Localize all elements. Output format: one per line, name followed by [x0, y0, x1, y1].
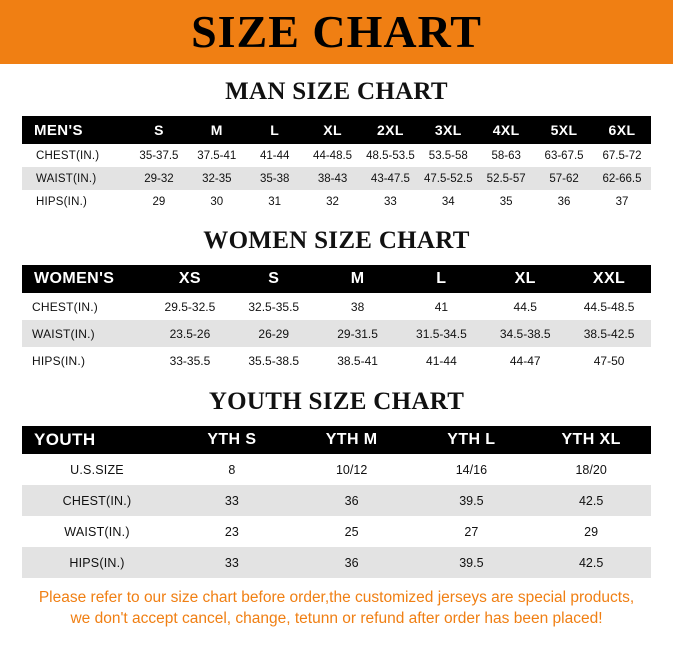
table-row: [22, 516, 651, 547]
men-waist-label: WAIST(IN.): [36, 172, 97, 185]
youth-chest-xl: 42.5: [578, 493, 604, 508]
footer-note: [0, 578, 673, 630]
men-chest-5xl: 63-67.5: [544, 149, 584, 162]
women-waist-label: WAIST(IN.): [32, 326, 95, 341]
women-header-m: M: [350, 270, 365, 287]
women-section-title: WOMEN SIZE CHART: [203, 227, 470, 254]
men-hips-s: 29: [152, 195, 166, 208]
youth-chest-m: 36: [344, 493, 359, 508]
men-hips-5xl: 36: [557, 195, 571, 208]
men-waist-xl: 38-43: [317, 172, 348, 185]
women-header-s: S: [268, 270, 280, 287]
women-waist-s: 26-29: [258, 326, 290, 341]
men-chest-6xl: 67.5-72: [602, 149, 642, 162]
page-banner: [0, 0, 673, 64]
youth-header-m: YTH M: [325, 431, 378, 448]
table-row: [22, 547, 651, 578]
table-row: [22, 167, 651, 190]
men-header-3xl: 3XL: [434, 122, 462, 138]
women-chest-label: CHEST(IN.): [32, 299, 98, 314]
men-header-label: MEN'S: [34, 121, 83, 139]
women-chest-l: 41: [434, 299, 449, 314]
women-hips-l: 41-44: [426, 353, 457, 368]
men-chest-m: 37.5-41: [197, 149, 237, 162]
men-table-wrap: [0, 116, 673, 213]
footer-note-line1: Please refer to our size chart before order,the customized jerseys are special products,: [38, 589, 635, 606]
women-hips-xl: 44-47: [509, 353, 541, 368]
table-row: [22, 320, 651, 347]
men-hips-xl: 32: [326, 195, 339, 208]
youth-chest-l: 39.5: [459, 493, 484, 508]
men-waist-4xl: 52.5-57: [486, 172, 526, 185]
men-chest-s: 35-37.5: [139, 149, 179, 162]
women-waist-xxl: 38.5-42.5: [583, 326, 635, 341]
men-chest-3xl: 53.5-58: [428, 149, 468, 162]
youth-header-l: YTH L: [447, 431, 496, 448]
footer-note-line2: we don't accept cancel, change, tetunn or refund after order has been placed!: [70, 609, 603, 627]
table-row: [22, 293, 651, 320]
men-hips-6xl: 37: [615, 195, 629, 208]
youth-table-wrap: [0, 426, 673, 578]
page-title: SIZE CHART: [191, 6, 482, 57]
men-waist-m: 32-35: [202, 172, 232, 185]
youth-chest-s: 33: [224, 493, 239, 508]
men-size-table: [22, 116, 651, 213]
men-hips-label: HIPS(IN.): [36, 195, 87, 208]
women-header-xl: XL: [514, 270, 536, 287]
table-row: [22, 485, 651, 516]
youth-waist-s: 23: [224, 524, 239, 539]
women-hips-m: 38.5-41: [337, 353, 378, 368]
youth-ussize-label: U.S.SIZE: [70, 462, 124, 477]
table-row: [22, 454, 651, 485]
men-header-m: M: [210, 122, 223, 138]
women-header-l: L: [436, 270, 447, 287]
youth-header-label: YOUTH: [34, 430, 96, 449]
youth-header-s: YTH S: [207, 431, 257, 448]
men-section-title: MAN SIZE CHART: [225, 78, 448, 105]
men-header-s: S: [154, 122, 164, 138]
women-chest-s: 32.5-35.5: [248, 299, 300, 314]
youth-hips-m: 36: [344, 555, 359, 570]
men-table-header-row: [22, 116, 651, 144]
women-hips-xxl: 47-50: [593, 353, 625, 368]
men-header-l: L: [270, 122, 280, 138]
youth-table-header-row: [22, 426, 651, 454]
men-hips-m: 30: [210, 195, 224, 208]
youth-chest-label: CHEST(IN.): [62, 493, 132, 508]
youth-waist-label: WAIST(IN.): [64, 524, 130, 539]
women-chest-xxl: 44.5-48.5: [583, 299, 635, 314]
men-hips-4xl: 35: [499, 195, 513, 208]
youth-waist-l: 27: [464, 524, 479, 539]
youth-waist-xl: 29: [584, 524, 599, 539]
men-waist-5xl: 57-62: [549, 172, 579, 185]
youth-hips-l: 39.5: [459, 555, 484, 570]
men-header-5xl: 5XL: [550, 122, 578, 138]
women-chest-xl: 44.5: [513, 299, 537, 314]
men-chest-l: 41-44: [259, 149, 290, 162]
men-header-2xl: 2XL: [376, 122, 404, 138]
men-waist-6xl: 62-66.5: [602, 172, 642, 185]
men-waist-l: 35-38: [259, 172, 290, 185]
women-header-xs: XS: [178, 270, 201, 287]
youth-ussize-s: 8: [228, 462, 236, 477]
men-chest-xl: 44-48.5: [313, 149, 353, 162]
women-chest-m: 38: [350, 299, 365, 314]
women-waist-xl: 34.5-38.5: [499, 326, 551, 341]
youth-hips-xl: 42.5: [578, 555, 604, 570]
women-hips-label: HIPS(IN.): [32, 353, 86, 368]
youth-waist-m: 25: [344, 524, 359, 539]
men-waist-3xl: 47.5-52.5: [424, 172, 473, 185]
men-header-6xl: 6XL: [608, 122, 636, 138]
table-row: [22, 347, 651, 374]
youth-hips-s: 33: [224, 555, 239, 570]
youth-header-xl: YTH XL: [561, 431, 621, 448]
youth-ussize-xl: 18/20: [575, 462, 607, 477]
men-waist-s: 29-32: [144, 172, 174, 185]
men-chest-label: CHEST(IN.): [36, 149, 100, 162]
women-header-label: WOMEN'S: [34, 270, 115, 287]
men-hips-3xl: 34: [441, 195, 455, 208]
youth-ussize-m: 10/12: [335, 462, 368, 477]
men-chest-2xl: 48.5-53.5: [366, 149, 415, 162]
women-hips-xs: 33-35.5: [169, 353, 211, 368]
women-size-table: [22, 265, 651, 374]
women-waist-l: 31.5-34.5: [416, 326, 467, 341]
women-table-header-row: [22, 265, 651, 293]
men-hips-l: 31: [268, 195, 282, 208]
youth-section-title: YOUTH SIZE CHART: [208, 388, 465, 415]
youth-size-table: [22, 426, 651, 578]
table-row: [22, 190, 651, 213]
women-waist-xs: 23.5-26: [169, 326, 211, 341]
youth-ussize-l: 14/16: [455, 462, 488, 477]
women-hips-s: 35.5-38.5: [248, 353, 300, 368]
women-waist-m: 29-31.5: [337, 326, 378, 341]
women-header-xxl: XXL: [592, 270, 626, 287]
men-chest-4xl: 58-63: [491, 149, 521, 162]
men-header-xl: XL: [323, 122, 342, 138]
women-table-wrap: [0, 265, 673, 374]
table-row: [22, 144, 651, 167]
men-waist-2xl: 43-47.5: [370, 172, 410, 185]
men-header-4xl: 4XL: [492, 122, 520, 138]
youth-hips-label: HIPS(IN.): [69, 555, 125, 570]
women-chest-xs: 29.5-32.5: [164, 299, 216, 314]
men-hips-2xl: 33: [384, 195, 397, 208]
